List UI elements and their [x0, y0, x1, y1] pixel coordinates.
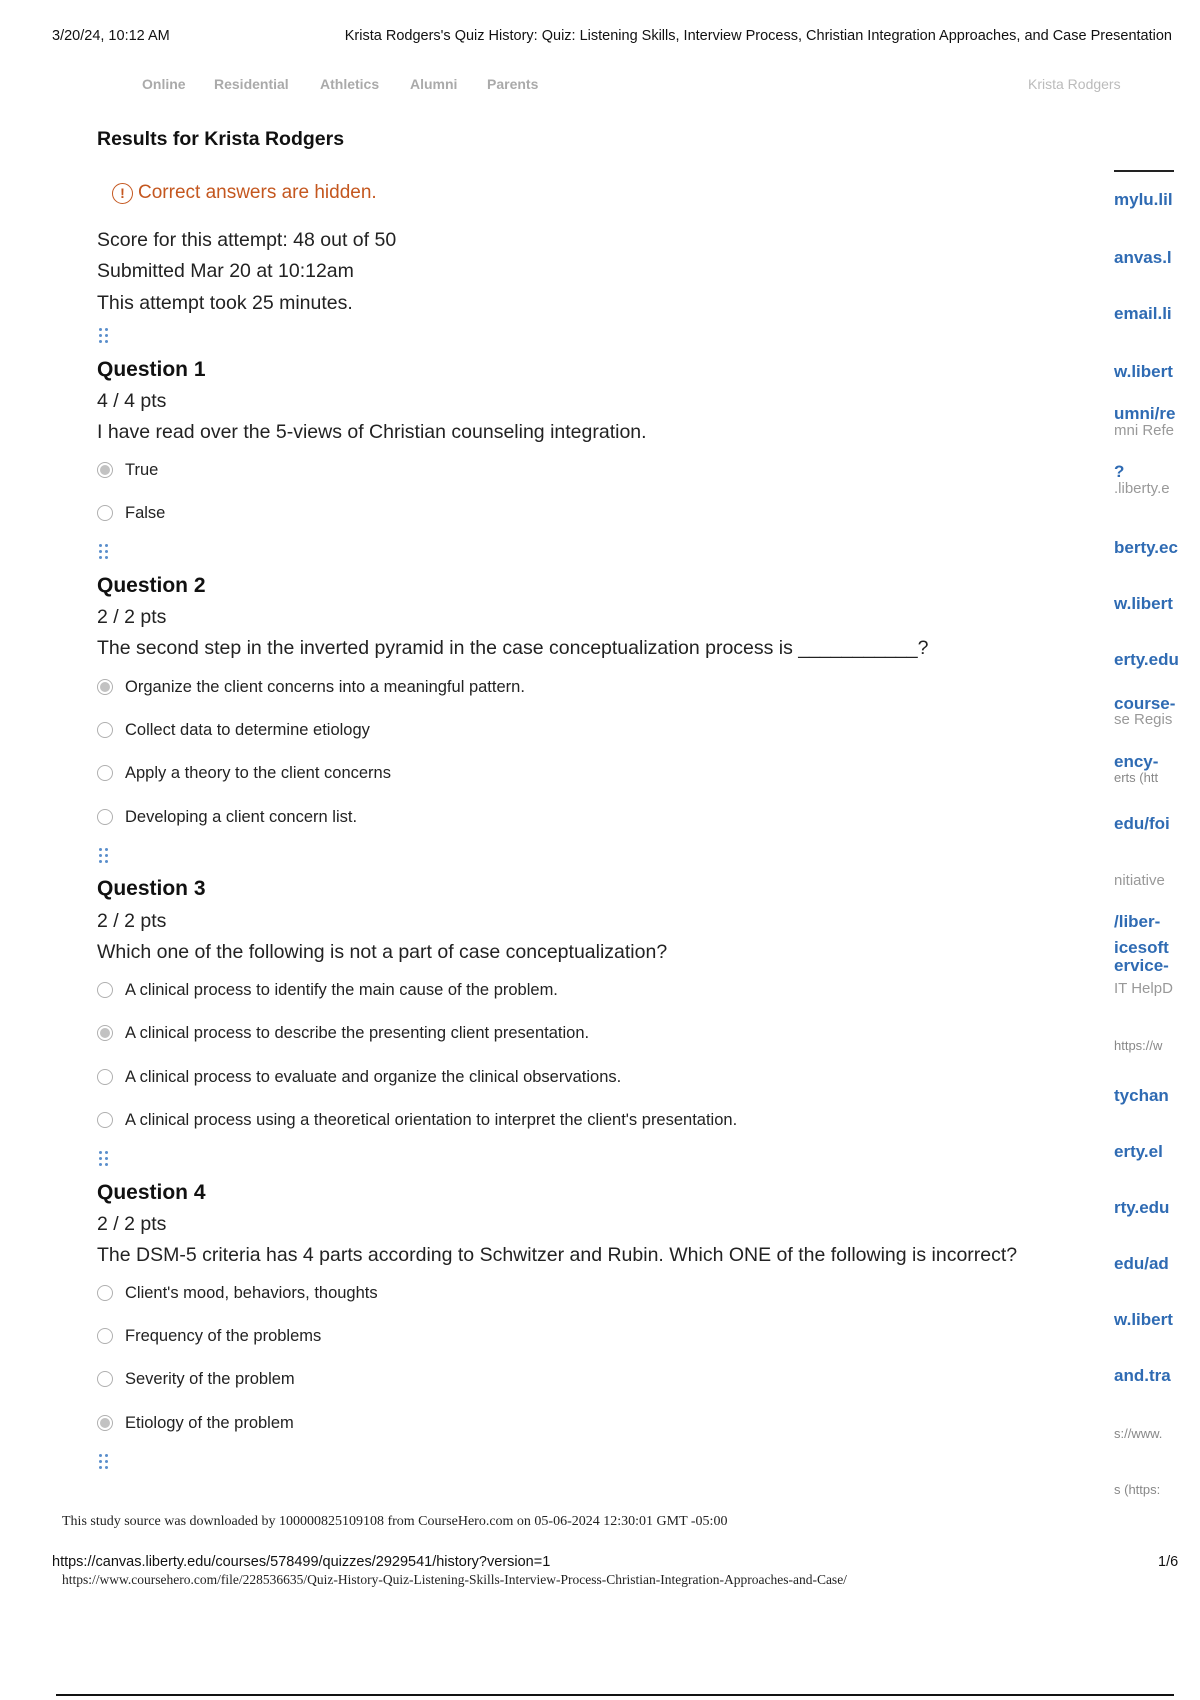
question-title: Question 1 [97, 358, 206, 381]
right-link[interactable]: umni/re [1114, 404, 1176, 423]
attempt-submitted: Submitted Mar 20 at 10:12am [97, 260, 354, 282]
answer-label: Etiology of the problem [125, 1413, 294, 1432]
right-link-url: erts (htt [1114, 770, 1159, 785]
nav-athletics[interactable]: Athletics [320, 76, 380, 92]
source-url: https://www.coursehero.com/file/228536635/Quiz-History-Quiz-Listening-Skills-Interview-Process-Christian-Integration-Approaches-and-Case/ [62, 1572, 847, 1587]
radio-selected-icon [97, 679, 113, 695]
right-link[interactable]: email.li [1114, 304, 1172, 323]
bottom-divider [56, 1694, 1174, 1696]
answer-label: A clinical process to evaluate and organize the clinical observations. [125, 1067, 622, 1086]
attempt-score: Score for this attempt: 48 out of 50 [97, 229, 397, 251]
right-link[interactable]: erty.edu [1114, 650, 1179, 669]
radio-unselected-icon [97, 505, 113, 521]
print-header [52, 28, 1172, 50]
download-watermark-note: This study source was downloaded by 100000825109108 from CourseHero.com on 05-06-2024 12:30:01 GMT -05:00 [62, 1514, 728, 1529]
radio-unselected-icon [97, 1285, 113, 1301]
right-link[interactable]: /liber- [1114, 912, 1161, 931]
nav-online[interactable]: Online [142, 76, 186, 92]
radio-unselected-icon [97, 1112, 113, 1128]
right-link[interactable]: ency- [1114, 752, 1159, 771]
question-title: Question 3 [97, 877, 206, 900]
right-link-url: .liberty.e [1114, 480, 1170, 497]
nav-residential[interactable]: Residential [214, 76, 289, 92]
radio-unselected-icon [97, 1371, 113, 1387]
drag-handle-icon[interactable] [99, 1151, 109, 1171]
radio-unselected-icon [97, 809, 113, 825]
answer-label: A clinical process using a theoretical orientation to interpret the client's presentation. [125, 1110, 738, 1129]
results-heading: Results for Krista Rodgers [97, 128, 345, 150]
right-link-url: https://w [1114, 1038, 1163, 1053]
answer-option [97, 1411, 294, 1435]
question-points: 2 / 2 pts [97, 910, 167, 932]
answer-option [97, 978, 558, 1002]
question-title: Question 4 [97, 1181, 206, 1204]
right-link-url: mni Refe [1114, 422, 1175, 439]
right-link[interactable]: edu/foi [1114, 814, 1170, 833]
right-link[interactable]: ervice- [1114, 956, 1169, 975]
right-link-url: s (https: [1114, 1482, 1161, 1497]
drag-handle-icon[interactable] [99, 328, 109, 348]
nav-parents[interactable]: Parents [487, 76, 539, 92]
right-link-url: IT HelpD [1114, 980, 1173, 997]
nav-alumni[interactable]: Alumni [410, 76, 458, 92]
right-link[interactable]: icesoft [1114, 938, 1169, 957]
answer-option [97, 1108, 737, 1132]
radio-unselected-icon [97, 722, 113, 738]
radio-unselected-icon [97, 765, 113, 781]
answer-label: Collect data to determine etiology [125, 720, 370, 739]
right-link[interactable]: ? [1114, 462, 1125, 481]
question-text: I have read over the 5-views of Christian counseling integration. [97, 421, 647, 443]
answer-label: Apply a theory to the client concerns [125, 763, 391, 782]
alert-text: Correct answers are hidden. [138, 182, 377, 203]
answer-option [97, 501, 165, 525]
right-link[interactable]: w.libert [1114, 362, 1173, 381]
question-text: Which one of the following is not a part of case conceptualization? [97, 941, 668, 963]
answers-hidden-alert [112, 182, 377, 204]
right-link[interactable]: w.libert [1114, 1310, 1173, 1329]
right-link[interactable]: course- [1114, 694, 1176, 713]
answer-option [97, 805, 357, 829]
question-points: 2 / 2 pts [97, 606, 167, 628]
question-title: Question 2 [97, 574, 206, 597]
user-name-link[interactable]: Krista Rodgers [1028, 76, 1121, 92]
right-link-url: s://www. [1114, 1426, 1163, 1441]
right-links-column [1110, 150, 1200, 1530]
radio-unselected-icon [97, 1328, 113, 1344]
answer-option [97, 1367, 295, 1391]
answer-label: Client's mood, behaviors, thoughts [125, 1283, 378, 1302]
right-link[interactable]: and.tra [1114, 1366, 1171, 1385]
answer-label: Severity of the problem [125, 1369, 295, 1388]
right-link[interactable]: mylu.lil [1114, 190, 1173, 209]
answer-option [97, 1324, 321, 1348]
answer-option [97, 1281, 378, 1305]
drag-handle-icon[interactable] [99, 1454, 109, 1474]
answer-option [97, 1021, 589, 1045]
top-navigation [0, 72, 1200, 98]
answer-label: True [125, 460, 159, 479]
answer-option [97, 458, 158, 482]
radio-selected-icon [97, 1415, 113, 1431]
answer-option [97, 675, 525, 699]
divider [1114, 170, 1174, 172]
radio-unselected-icon [97, 1069, 113, 1085]
right-link[interactable]: anvas.l [1114, 248, 1172, 267]
radio-selected-icon [97, 462, 113, 478]
print-footer-url: https://canvas.liberty.edu/courses/578499/quizzes/2929541/history?version=1 [52, 1554, 551, 1570]
right-link[interactable]: edu/ad [1114, 1254, 1169, 1273]
print-date: 3/20/24, 10:12 AM [52, 28, 170, 44]
answer-option [97, 718, 370, 742]
question-points: 4 / 4 pts [97, 390, 167, 412]
right-link[interactable]: tychan [1114, 1086, 1169, 1105]
question-text: The second step in the inverted pyramid in the case conceptualization process is ___________? [97, 637, 929, 659]
right-link[interactable]: rty.edu [1114, 1198, 1170, 1217]
answer-label: Developing a client concern list. [125, 807, 358, 826]
answer-label: Organize the client concerns into a meaningful pattern. [125, 677, 525, 696]
answer-label: False [125, 503, 166, 522]
radio-selected-icon [97, 1025, 113, 1041]
question-points: 2 / 2 pts [97, 1213, 167, 1235]
warning-icon: ! [112, 183, 133, 204]
print-page-title: Krista Rodgers's Quiz History: Quiz: Listening Skills, Interview Process, Christian Integration Approaches, and Case Presentation [344, 28, 1172, 44]
answer-option [97, 1065, 621, 1089]
answer-label: A clinical process to identify the main cause of the problem. [125, 980, 558, 999]
answer-label: Frequency of the problems [125, 1326, 322, 1345]
right-link[interactable]: berty.ec [1114, 538, 1178, 557]
question-text: The DSM-5 criteria has 4 parts according to Schwitzer and Rubin. Which ONE of the following is incorrect? [97, 1244, 1018, 1266]
drag-handle-icon[interactable] [99, 544, 109, 564]
page-number: 1/6 [1158, 1554, 1179, 1570]
right-link[interactable]: erty.el [1114, 1142, 1163, 1161]
attempt-duration: This attempt took 25 minutes. [97, 292, 353, 314]
right-link-url: se Regis [1114, 711, 1173, 728]
radio-unselected-icon [97, 982, 113, 998]
answer-option [97, 761, 391, 785]
answer-label: A clinical process to describe the presenting client presentation. [125, 1023, 590, 1042]
right-link-url: nitiative [1114, 872, 1165, 889]
drag-handle-icon[interactable] [99, 848, 109, 868]
right-link[interactable]: w.libert [1114, 594, 1173, 613]
